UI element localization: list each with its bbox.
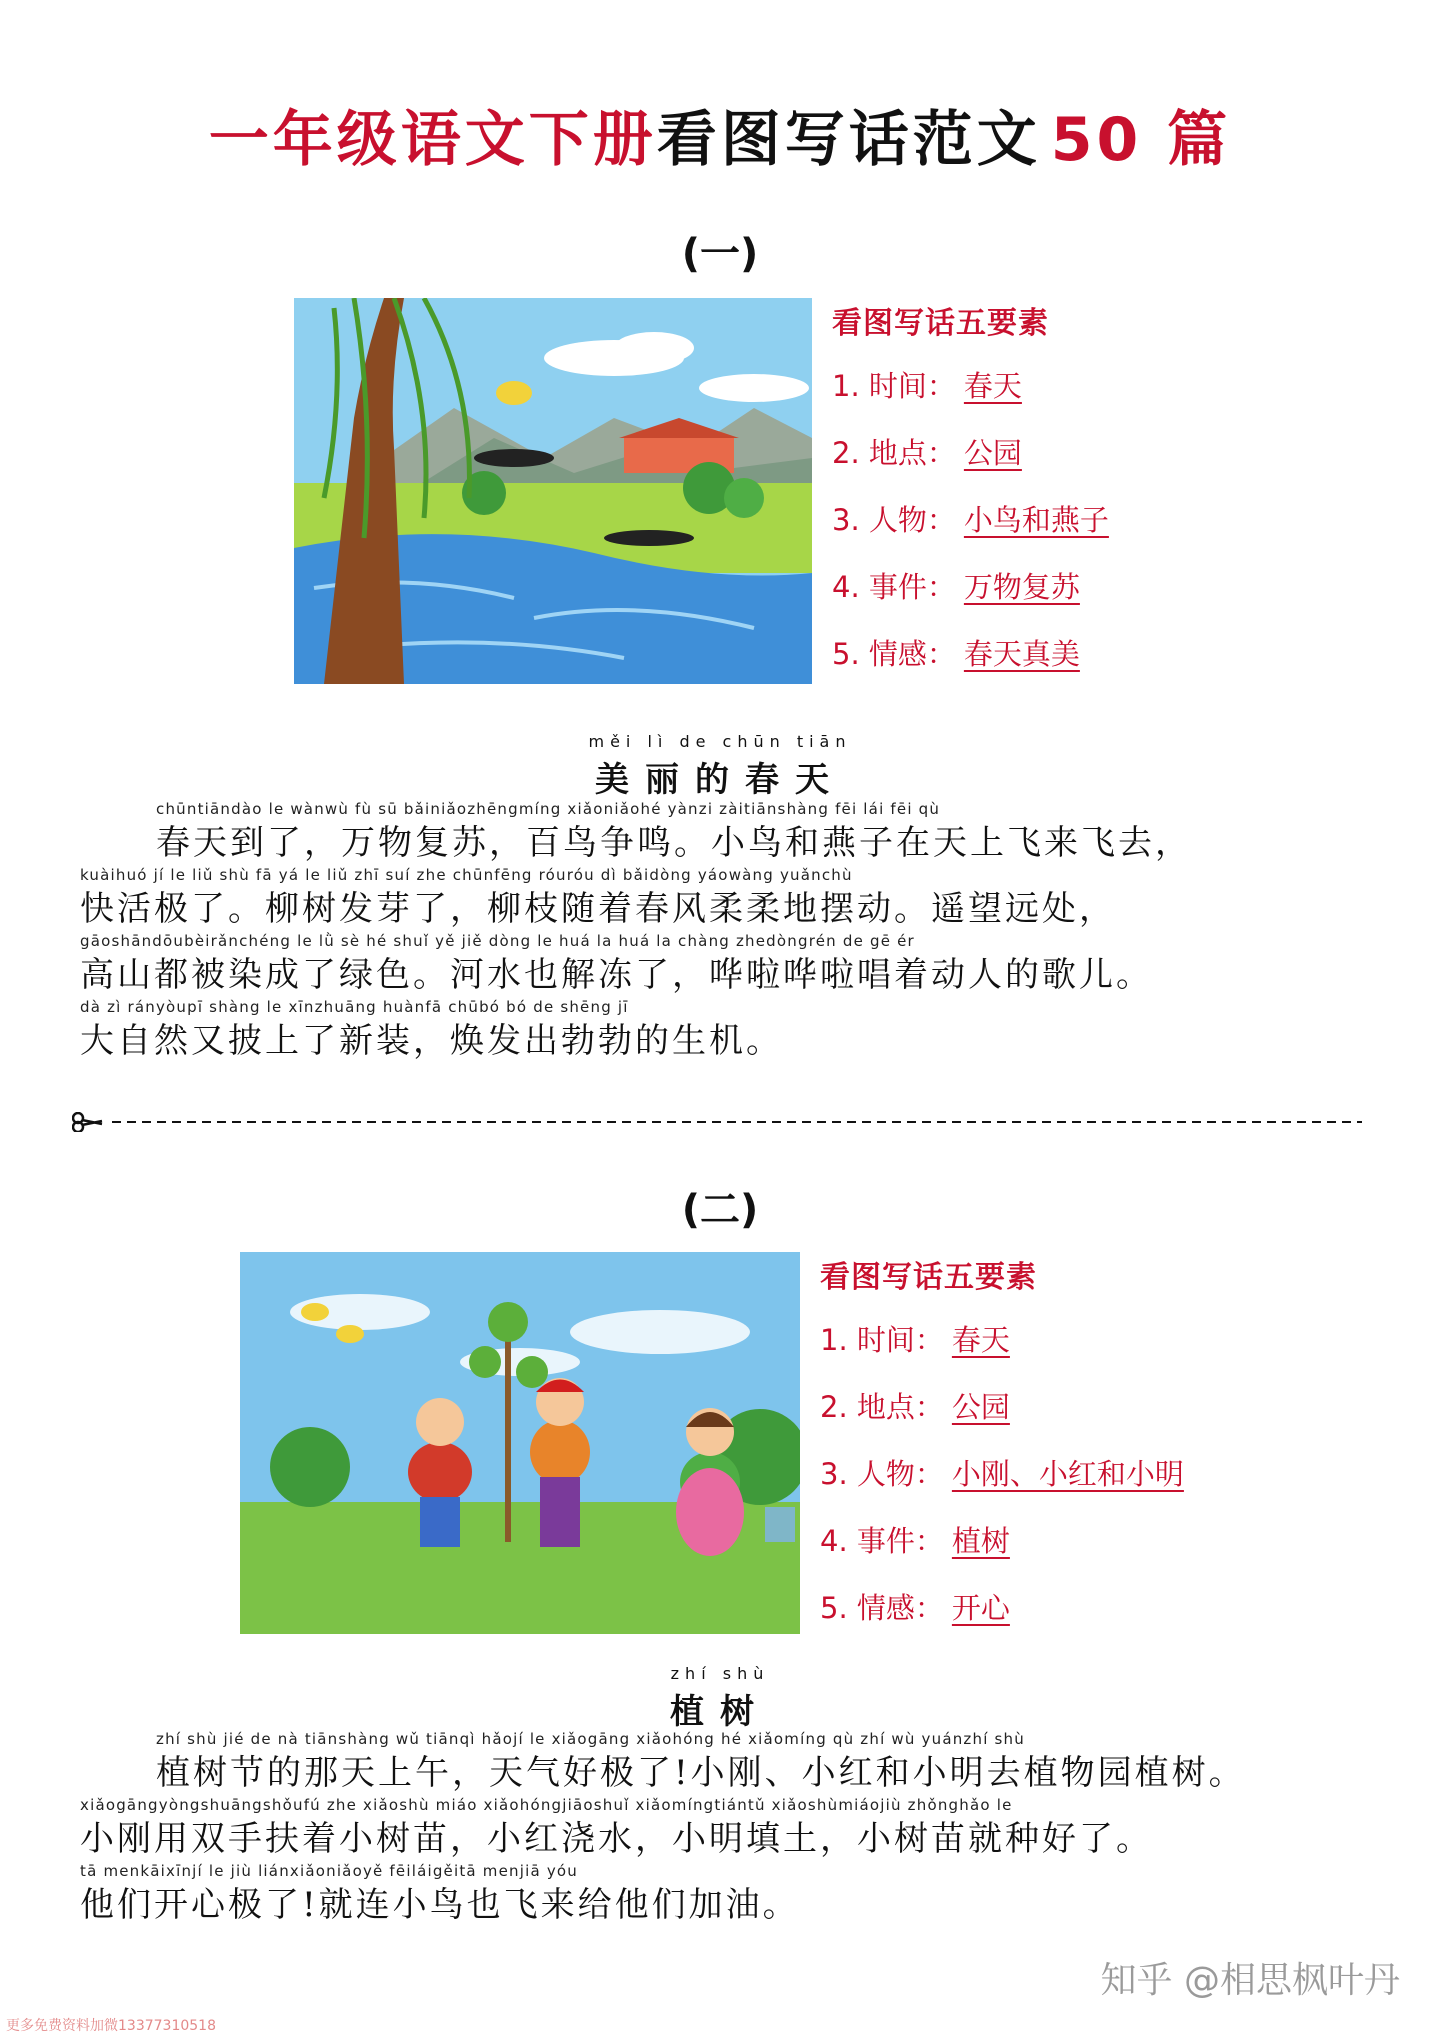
section-2-illustration (240, 1252, 800, 1634)
story-line-pinyin: dà zì rányòupī shàng le xīnzhuāng huànfā chūbó bó de shēng jī (80, 998, 629, 1016)
story-line (80, 1862, 1380, 1926)
element-value: 公园 (963, 436, 1022, 470)
zhihu-watermark: 知乎 @相思枫叶丹 (1100, 1960, 1400, 2001)
section-1-elements-heading: 看图写话五要素 (832, 306, 1049, 341)
element-label: 3. 人物： (832, 503, 956, 537)
element-label: 4. 事件： (820, 1524, 944, 1558)
element-row (832, 632, 1109, 699)
story-line-text: 春天到了，万物复苏，百鸟争鸣。小鸟和燕子在天上飞来飞去， (156, 823, 1192, 863)
story-line-pinyin: tā menkāixīnjí le jiù liánxiǎoniǎoyě fēiláigěitā menjiā yóu (80, 1862, 578, 1880)
element-label: 3. 人物： (820, 1457, 944, 1491)
story-line (80, 800, 1380, 864)
story-line-text: 小刚用双手扶着小树苗，小红浇水，小明填土，小树苗就种好了。 (80, 1819, 1153, 1859)
section-1-elements (832, 298, 1109, 699)
element-label: 2. 地点： (820, 1390, 944, 1424)
section-1-number: (一) (681, 231, 759, 277)
element-row (820, 1452, 1184, 1519)
story-line-pinyin: kuàihuó jí le liǔ shù fā yá le liǔ zhī suí zhe chūnfēng róuróu dì bǎidòng yáowàng yuǎnchù (80, 866, 853, 884)
element-label: 2. 地点： (832, 436, 956, 470)
element-label: 5. 情感： (832, 637, 956, 671)
element-value: 植树 (951, 1524, 1010, 1558)
title-black-part: 看图写话范文 (656, 105, 1041, 175)
story-line (80, 1796, 1380, 1860)
element-value: 公园 (951, 1390, 1010, 1424)
element-row (820, 1519, 1184, 1586)
element-label: 1. 时间： (820, 1323, 944, 1357)
section-1-illustration (294, 298, 812, 684)
story-title-text: 植树 (670, 1692, 770, 1732)
story-line (80, 998, 1380, 1062)
bottom-contact-mark: 更多免费资料加微13377310518 (6, 2018, 216, 2034)
section-2-number: (二) (681, 1187, 759, 1233)
story-line-pinyin: zhí shù jié de nà tiānshàng wǔ tiānqì hǎojí le xiǎogāng xiǎohóng hé xiǎomíng qù zhí wù yuánzhí shù (156, 1730, 1025, 1748)
story-line-pinyin: gāoshāndōubèirǎnchéng le lǜ sè hé shuǐ yě jiě dòng le huá la huá la chàng zhedòngrén de gē ér (80, 932, 915, 950)
story-line-text: 植树节的那天上午，天气好极了!小刚、小红和小明去植物园植树。 (156, 1753, 1246, 1793)
title-count: 50 篇 (1050, 105, 1232, 175)
element-row (832, 565, 1109, 632)
section-2-story-title (0, 1664, 1440, 1733)
page-title (0, 92, 1440, 178)
element-value: 小鸟和燕子 (963, 503, 1109, 537)
element-label: 4. 事件： (832, 570, 956, 604)
element-value: 开心 (951, 1591, 1010, 1625)
story-title-text: 美丽的春天 (595, 760, 845, 800)
story-line (80, 1730, 1380, 1794)
story-line-text: 大自然又披上了新装，焕发出勃勃的生机。 (80, 1021, 783, 1061)
story-line-pinyin: xiǎogāngyòngshuāngshǒufú zhe xiǎoshù miáo xiǎohóngjiāoshuǐ xiǎomíngtiántǔ xiǎoshùmiáojiù zhǒnghǎo le (80, 1796, 1013, 1814)
story-line (80, 866, 1380, 930)
story-title-pinyin: zhí shù (670, 1664, 770, 1683)
element-label: 5. 情感： (820, 1591, 944, 1625)
section-1-story-title (0, 732, 1440, 801)
element-label: 1. 时间： (832, 369, 956, 403)
element-value: 春天真美 (963, 637, 1080, 671)
element-row (820, 1586, 1184, 1653)
scissors-cut-line (72, 1112, 1362, 1132)
section-2-elements-heading: 看图写话五要素 (820, 1260, 1037, 1295)
element-row (832, 431, 1109, 498)
title-red-part: 一年级语文下册 (208, 105, 657, 175)
story-line-pinyin: chūntiāndào le wànwù fù sū bǎiniǎozhēngmíng xiǎoniǎohé yànzi zàitiānshàng fēi lái fēi qù (156, 800, 941, 818)
story-line (80, 932, 1380, 996)
story-title-pinyin: měi lì de chūn tiān (588, 732, 852, 751)
story-line-text: 他们开心极了!就连小鸟也飞来给他们加油。 (80, 1885, 800, 1925)
scissors-icon (73, 1113, 102, 1132)
element-value: 春天 (963, 369, 1022, 403)
element-value: 春天 (951, 1323, 1010, 1357)
element-value: 小刚、小红和小明 (951, 1457, 1184, 1491)
element-row (820, 1318, 1184, 1385)
element-row (820, 1385, 1184, 1452)
element-row (832, 364, 1109, 431)
story-line-text: 快活极了。柳树发芽了，柳枝随着春风柔柔地摆动。遥望远处， (80, 889, 1116, 929)
section-2-elements (820, 1252, 1184, 1653)
element-value: 万物复苏 (963, 570, 1080, 604)
story-line-text: 高山都被染成了绿色。河水也解冻了，哗啦哗啦唱着动人的歌儿。 (80, 955, 1153, 995)
element-row (832, 498, 1109, 565)
